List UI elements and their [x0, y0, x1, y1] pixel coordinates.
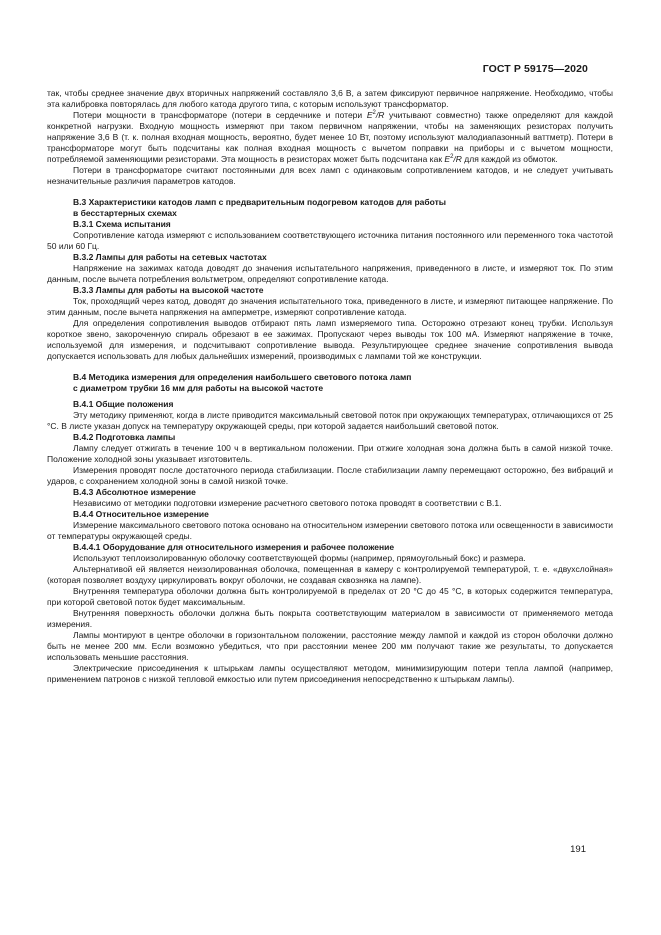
- subsection-heading: В.3.2 Лампы для работы на сетевых частотах: [73, 252, 267, 262]
- text-run: для каждой из обмоток.: [461, 154, 558, 164]
- paragraph: так, чтобы среднее значение двух вторичных напряжений составляло 3,6 В, а затем фиксируют первичное напряжение. Необходимо, чтобы эта калибровка повторялась для любого катода другого типа, с которым используют трансформатор.: [47, 88, 613, 109]
- subsection-heading: В.4.2 Подготовка лампы: [73, 432, 176, 442]
- paragraph: Сопротивление катода измеряют с использованием соответствующего источника питания постоянного или переменного тока частотой 50 или 60 Гц.: [47, 230, 613, 251]
- formula-e: E: [366, 110, 373, 120]
- formula-sup: 2: [372, 110, 376, 117]
- paragraph-power-losses: [47, 110, 613, 165]
- paragraph: Ток, проходящий через катод, доводят до значения испытательного тока, приведенного в листе, и измеряют питающее напряжение. По этим данным, после вычета напряжения на амперметре, измеряют сопротивление катода.: [47, 296, 613, 317]
- text-run: Потери мощности в трансформаторе (потери в сердечнике и потери: [73, 110, 367, 120]
- paragraph: Альтернативой ей является неизолированная оболочка, помещенная в камеру с контролируемой температурой, т. е. «двухслойная» (которая позволяет воздуху циркулировать вокруг оболочки, не создавая сквозняка на лампе).: [47, 564, 613, 585]
- paragraph: Используют теплоизолированную оболочку соответствующей формы (например, прямоугольный бокс) и размера.: [73, 553, 526, 563]
- paragraph: Лампы монтируют в центре оболочки в горизонтальном положении, расстояние между лампой и каждой из сторон оболочки должно быть не менее 200 мм. Если возможно убедиться, что при расстоянии менее 200 мм получают такие же результаты, то допускается использовать меньшие расстояния.: [47, 630, 613, 662]
- section-heading: В.3 Характеристики катодов ламп с предварительным подогревом катодов для работы: [73, 197, 447, 207]
- subsection-heading: В.3.3 Лампы для работы на высокой частоте: [73, 285, 264, 295]
- section-heading: в бесстартерных схемах: [73, 208, 177, 218]
- paragraph: Электрические присоединения к штырькам лампы осуществляют методом, минимизирующим потери тепла лампой (например, применением патронов с низкой тепловой емкостью или путем присоединения непосредственно к штырькам лампы).: [47, 663, 613, 684]
- document-header: ГОСТ Р 59175—2020: [482, 63, 588, 75]
- formula-sup: 2: [450, 154, 454, 161]
- subsection-heading: В.4.4 Относительное измерение: [73, 509, 209, 519]
- paragraph: Независимо от методики подготовки измерение расчетного светового потока проводят в соответствии с В.1.: [73, 498, 502, 508]
- paragraph: Внутренняя поверхность оболочки должна быть покрыта соответствующим материалом в зависимости от применяемого метода измерения.: [47, 608, 613, 629]
- paragraph: Потери в трансформаторе считают постоянными для всех ламп с одинаковым сопротивлением катодов, и не следует учитывать незначительные различия параметров катодов.: [47, 165, 613, 186]
- subsection-heading: В.4.3 Абсолютное измерение: [73, 487, 196, 497]
- paragraph: Для определения сопротивления выводов отбирают пять ламп измеряемого типа. Осторожно отрезают конец трубки. Используя короткое звено, закороченную спираль обрезают в ее зажимах. Пропускают через выводы ток 100 мА. Измеряют напряжение в точке, используемой для измерения, и подсчитывают сопротивление вывода. Результирующее среднее значение сопротивления вывода допускается использовать для любых дальнейших измерений, производимых с лампами той же конструкции.: [47, 318, 613, 361]
- paragraph: Внутренняя температура оболочки должна быть контролируемой в пределах от 20 °С до 45 °С, в которых содержится температура, при которой световой поток будет максимальным.: [47, 586, 613, 607]
- subsection-heading: В.4.1 Общие положения: [73, 399, 174, 409]
- paragraph: Измерения проводят после достаточного периода стабилизации. После стабилизации лампу перемещают осторожно, без вибраций и ударов, с сохранением холодной зоны в самой низкой точке.: [47, 465, 613, 486]
- subsection-heading: В.4.4.1 Оборудование для относительного измерения и рабочее положение: [73, 542, 395, 552]
- page-number: 191: [570, 844, 586, 855]
- paragraph: Эту методику применяют, когда в листе приводится максимальный световой поток при окружающих температурах, отличающихся от 25 °С. В листе указан допуск на температуру окружающей среды, при которой задается наибольший световой поток.: [47, 410, 613, 431]
- formula-r: /R: [375, 110, 385, 120]
- section-heading: с диаметром трубки 16 мм для работы на высокой частоте: [73, 383, 324, 393]
- paragraph: Напряжение на зажимах катода доводят до значения испытательного напряжения, приведенного в листе, и измеряют ток. По этим данным, после вычета потребления вольтметром, определяют сопротивление катода.: [47, 263, 613, 284]
- subsection-heading: В.3.1 Схема испытания: [73, 219, 171, 229]
- paragraph: Измерение максимального светового потока основано на относительном измерении светового потока или освещенности в зависимости от температуры окружающей среды.: [47, 520, 613, 541]
- formula-e: E: [444, 154, 451, 164]
- section-heading: В.4 Методика измерения для определения наибольшего светового потока ламп: [73, 372, 412, 382]
- paragraph: Лампу следует отжигать в течение 100 ч в вертикальном положении. При отжиге холодная зона должна быть в самой низкой точке. Положение холодной зоны указывает изготовитель.: [47, 443, 613, 464]
- text-run: учитывают совместно) также определяют для каждой конкретной нагрузки. Входную мощность измеряют при таком первичном напряжении, чтобы на заменяющих резисторах получить напряжение 3,6 В (т. к. полная входная мощность, вероятно, будет менее 10 Вт, поэтому используют малодиапазонный ваттметр). Потери в трансформаторе могут быть подсчитаны как полная входная мощность с вычетом поправки на приборы и с вычетом мощности, потребляемой заменяющими резисторами. Эта мощность в резисторах может быть подсчитана как: [47, 110, 613, 164]
- document-body: [47, 88, 613, 685]
- formula-r: /R: [453, 154, 462, 164]
